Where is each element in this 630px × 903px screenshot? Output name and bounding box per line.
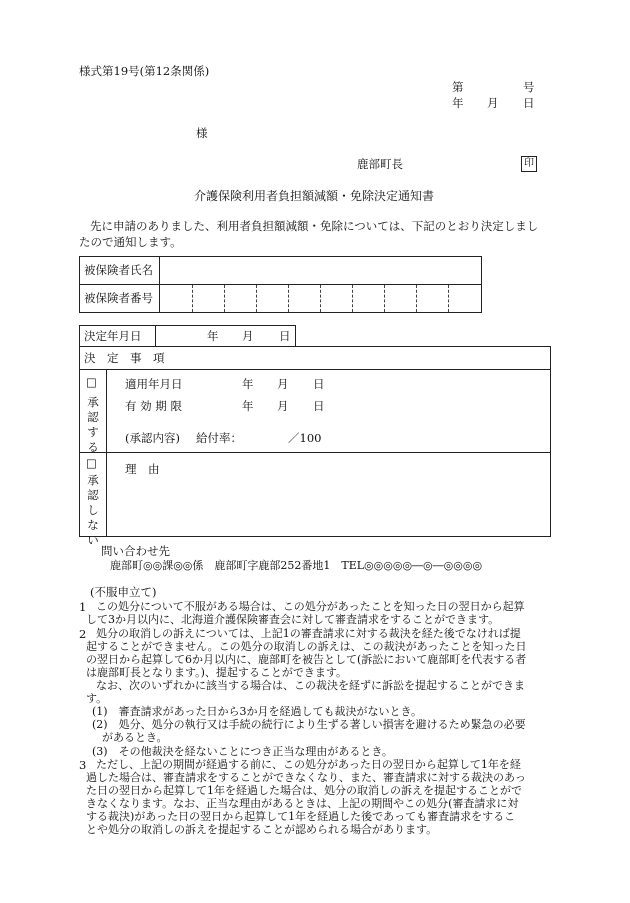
objection-text: この処分について不服がある場合は、この処分があったことを知った日の翌日から起算 (96, 600, 525, 613)
date-month: 月 (487, 96, 499, 110)
objection-text: なお、次のいずれかに該当する場合は、この裁決を経ずに訴訟を提起することができま (96, 679, 525, 692)
digit-separator (320, 285, 321, 312)
objection-text: とや処分の取消しの訴えを提起することが認められる場合があります。 (86, 823, 438, 836)
date-day: 日 (523, 96, 535, 110)
disapprove-checkbox[interactable]: □ (86, 456, 97, 470)
objection-text: する裁決)があった日の翌日から起算して1年を経過した後であっても審査請求をするこ (86, 810, 516, 823)
issuer: 鹿部町長 (357, 157, 403, 171)
objection-text: の翌日から起算して6か月以内に、鹿部町を被告として(訴訟において鹿部町を代表する者 (86, 653, 527, 666)
objection-text: 処分の取消しの訴えについては、上記1の審査請求に対する裁決を経た後でなければ提 (96, 627, 521, 640)
decision-items-label: 決 定 事 項 (84, 351, 165, 365)
objection-item-number: 1 (79, 600, 87, 614)
digit-separator (352, 285, 353, 312)
approve-disapprove-divider (79, 452, 551, 453)
objection-text: た日の翌日から起算して1年を経過した場合は、処分の取消しの訴えを提起することがで (86, 784, 522, 797)
valid-period-label: 有 効 期 限 (125, 399, 182, 413)
approve-label: 承認する (87, 395, 99, 454)
apply-date-month: 月 (277, 377, 289, 391)
objection-text: ただし、上記の期間が経過する前に、この処分があった日の翌日から起算して1年を経 (96, 758, 521, 771)
objection-text: す。 (86, 692, 108, 705)
apply-date-day: 日 (313, 377, 325, 391)
digit-separator (192, 285, 193, 312)
decision-date-year: 年 (207, 329, 219, 343)
digit-separator (416, 285, 417, 312)
valid-period-month: 月 (277, 399, 289, 413)
number-suffix: 号 (523, 80, 535, 94)
intro-line-2: たので通知します。 (79, 235, 182, 249)
objection-text: 過した場合は、審査請求をすることができなくなり、また、審査請求に対する裁決のあっ (86, 771, 526, 784)
apply-date-year: 年 (242, 377, 254, 391)
decision-date-month: 月 (242, 329, 254, 343)
benefit-rate-label: 給付率： (196, 431, 242, 445)
objection-heading: (不服申立て) (90, 585, 157, 599)
number-prefix: 第 (452, 80, 464, 94)
disapprove-label: 承認しない (87, 473, 99, 547)
objection-item-number: 3 (79, 758, 87, 772)
approve-content-label: (承認内容) (125, 431, 180, 445)
intro-line-1: 先に申請のありました、利用者負担額減額・免除については、下記のとおり決定しまし (90, 219, 539, 233)
insured-table-divider (79, 284, 482, 285)
reason-label: 理 由 (125, 462, 160, 476)
objection-item-number: 2 (79, 627, 87, 641)
objection-sub-item: があるとき。 (102, 731, 168, 744)
insured-name-label: 被保険者氏名 (84, 263, 153, 277)
document-title: 介護保険利用者負担額減額・免除決定通知書 (194, 189, 435, 203)
digit-separator (384, 285, 385, 312)
digit-separator (448, 285, 449, 312)
objection-sub-item: (2) 処分、処分の執行又は手続の続行により生ずる著しい損害を避けるため緊急の必要 (92, 718, 526, 731)
contact-line: 鹿部町◎◎課◎◎係 鹿部町字鹿部252番地1 TEL◎◎◎◎◎―◎―◎◎◎◎ (110, 559, 483, 572)
recipient-suffix: 様 (196, 126, 208, 140)
decision-date-divider (155, 325, 156, 347)
objection-sub-item: (3) その他裁決を経ないことにつき正当な理由があるとき。 (92, 745, 393, 758)
contact-label: 問い合わせ先 (101, 544, 170, 558)
objection-text: 起することができません。この処分の取消しの訴えは、この裁決があったことを知った日 (86, 640, 527, 653)
objection-text: は鹿部町長となります。)、提起することができます。 (86, 666, 348, 679)
benefit-rate-denominator: ／100 (288, 431, 322, 445)
seal-mark: 印 (521, 156, 537, 172)
valid-period-day: 日 (313, 399, 325, 413)
decision-items-divider (79, 369, 551, 370)
decision-date-label: 決定年月日 (84, 329, 142, 343)
digit-separator (288, 285, 289, 312)
objection-sub-item: (1) 審査請求があった日から3か月を経過しても裁決がないとき。 (92, 705, 423, 718)
decision-date-day: 日 (279, 329, 291, 343)
objection-text: して3か月以内に、北海道介護保険審査会に対して審査請求をすることができます。 (86, 613, 500, 626)
objection-text: きなくなります。なお、正当な理由があるときは、上記の期間やこの処分(審査請求に対 (86, 797, 519, 810)
apply-date-label: 適用年月日 (125, 377, 183, 391)
decision-left-column-divider (106, 369, 107, 537)
digit-separator (256, 285, 257, 312)
form-label: 様式第19号(第12条関係) (79, 64, 210, 78)
valid-period-year: 年 (242, 399, 254, 413)
digit-separator (224, 285, 225, 312)
insured-table-label-divider (159, 256, 160, 313)
insured-number-label: 被保険者番号 (84, 291, 153, 305)
date-year: 年 (452, 96, 464, 110)
approve-checkbox[interactable]: □ (86, 375, 97, 389)
